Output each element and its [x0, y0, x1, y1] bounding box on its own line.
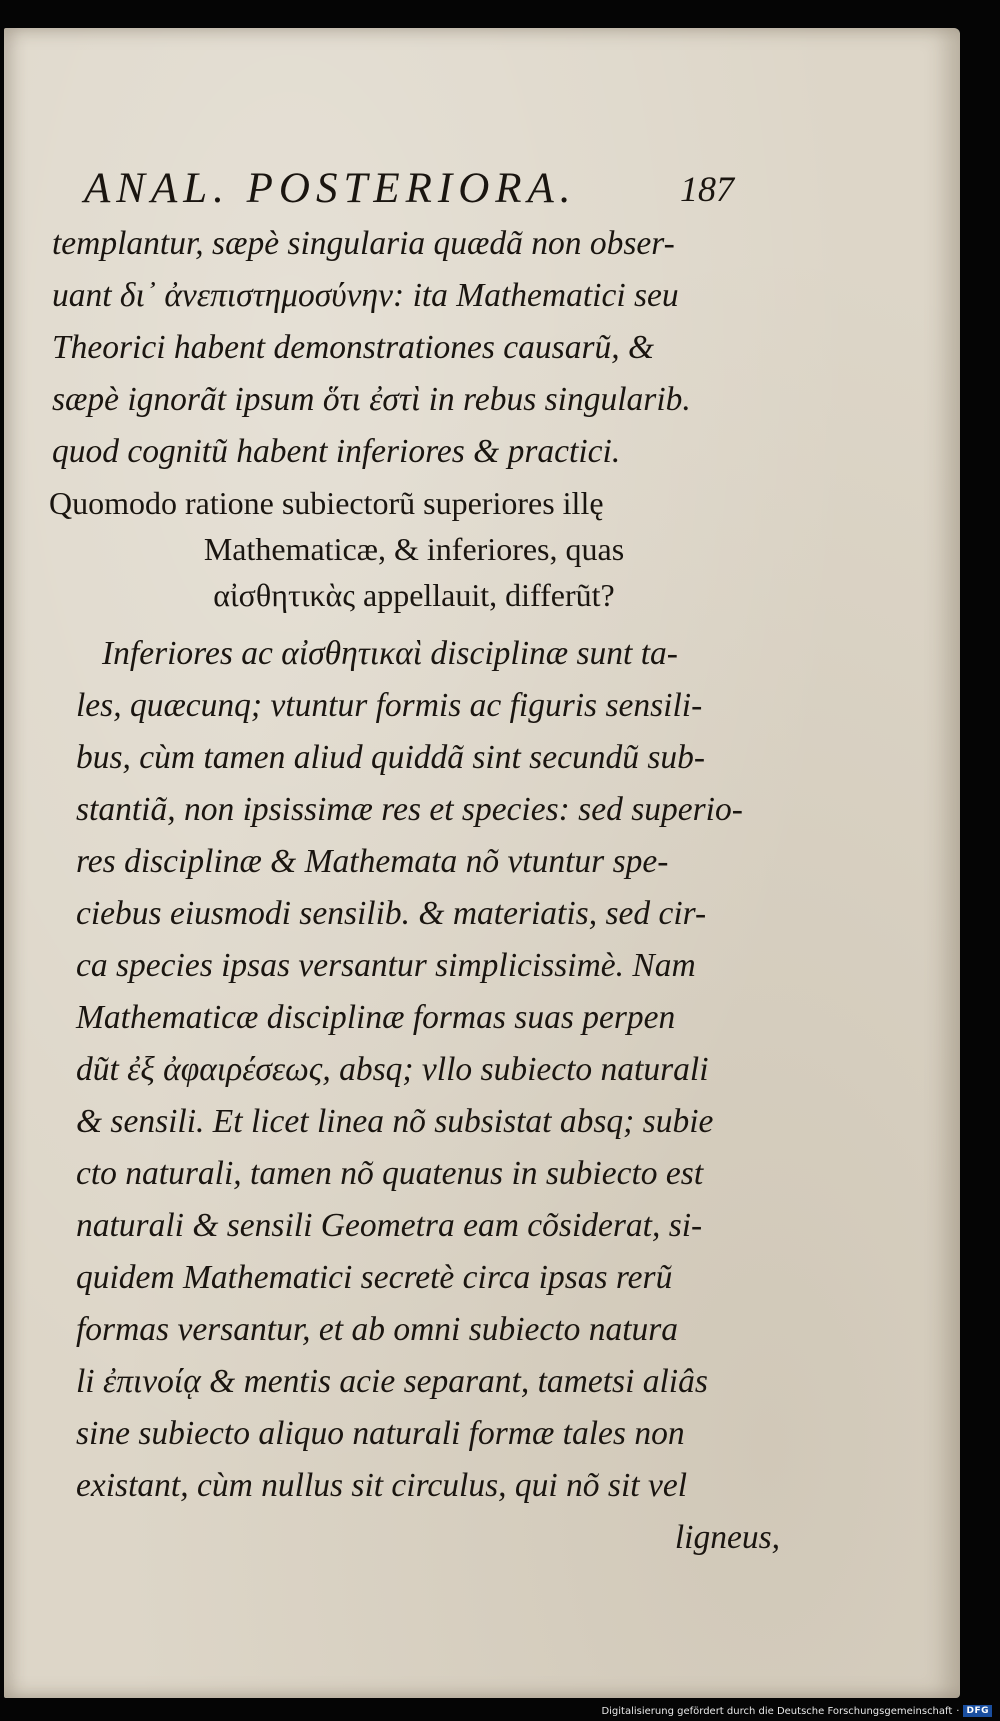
- credit-separator: ·: [956, 1705, 960, 1717]
- text-line: dũt ἐξ ἀφαιρέσεως, absq; vllo subiecto naturali: [76, 1051, 709, 1088]
- page-number: 187: [680, 169, 734, 209]
- text-line: sæpè ignorãt ipsum ὅτι ἐστὶ in rebus singularib.: [52, 381, 691, 418]
- running-title: ANAL. POSTERIORA.: [84, 165, 577, 212]
- section-heading: [44, 480, 784, 618]
- text-line: naturali & sensili Geometra eam cõsiderat, si-: [76, 1207, 703, 1244]
- paragraph-1: [44, 218, 784, 478]
- catchword: ligneus,: [674, 1519, 780, 1556]
- text-line: Theorici habent demonstrationes causarũ, &: [52, 329, 655, 366]
- text-line: sine subiecto aliquo naturali formæ tales non: [76, 1415, 685, 1452]
- text-line: & sensili. Et licet linea nõ subsistat absq; subie: [76, 1103, 714, 1140]
- text-line: stantiã, non ipsissimæ res et species: sed superio-: [76, 791, 743, 828]
- paragraph-2: [44, 628, 784, 1564]
- text-line: les, quæcunq; vtuntur formis ac figuris sensili-: [76, 687, 703, 724]
- heading-line: Quomodo ratione subiectorũ superiores illę: [49, 485, 604, 521]
- page-header: [44, 128, 784, 218]
- heading-line: Mathematicæ, & inferiores, quas: [203, 531, 625, 567]
- text-line: quod cognitũ habent inferiores & practici.: [52, 433, 621, 470]
- dfg-logo: DFG: [963, 1705, 992, 1717]
- text-line: cto naturali, tamen nõ quatenus in subiecto est: [76, 1155, 704, 1192]
- text-line: res disciplinæ & Mathemata nõ vtuntur spe-: [76, 843, 669, 880]
- text-line: bus, cùm tamen aliud quiddã sint secundũ sub-: [76, 739, 706, 776]
- text-line: quidem Mathematici secretè circa ipsas rerũ: [76, 1259, 673, 1296]
- credit-text: Digitalisierung gefördert durch die Deutsche Forschungsgemeinschaft: [601, 1705, 953, 1717]
- text-block: [44, 128, 784, 1564]
- text-line: uant δι᾽ ἀνεπιστημοσύνην: ita Mathematici seu: [52, 277, 679, 314]
- text-line: Mathematicæ disciplinæ formas suas perpen: [76, 999, 676, 1036]
- book-page: [4, 28, 960, 1698]
- heading-line: αἰσθητικὰς appellauit, differũt?: [213, 577, 615, 613]
- text-line: templantur, sæpè singularia quædã non obser-: [52, 225, 675, 262]
- digitization-credit: [601, 1705, 992, 1717]
- text-line: ciebus eiusmodi sensilib. & materiatis, sed cir-: [76, 895, 707, 932]
- text-line: ca species ipsas versantur simplicissimè. Nam: [76, 947, 696, 984]
- text-line: existant, cùm nullus sit circulus, qui nõ sit vel: [76, 1467, 687, 1504]
- text-line: li ἐπινοίᾳ & mentis acie separant, tametsi aliâs: [76, 1363, 708, 1400]
- text-line: formas versantur, et ab omni subiecto natura: [76, 1311, 679, 1348]
- text-line: Inferiores ac αἰσθητικαὶ disciplinæ sunt ta-: [102, 635, 678, 672]
